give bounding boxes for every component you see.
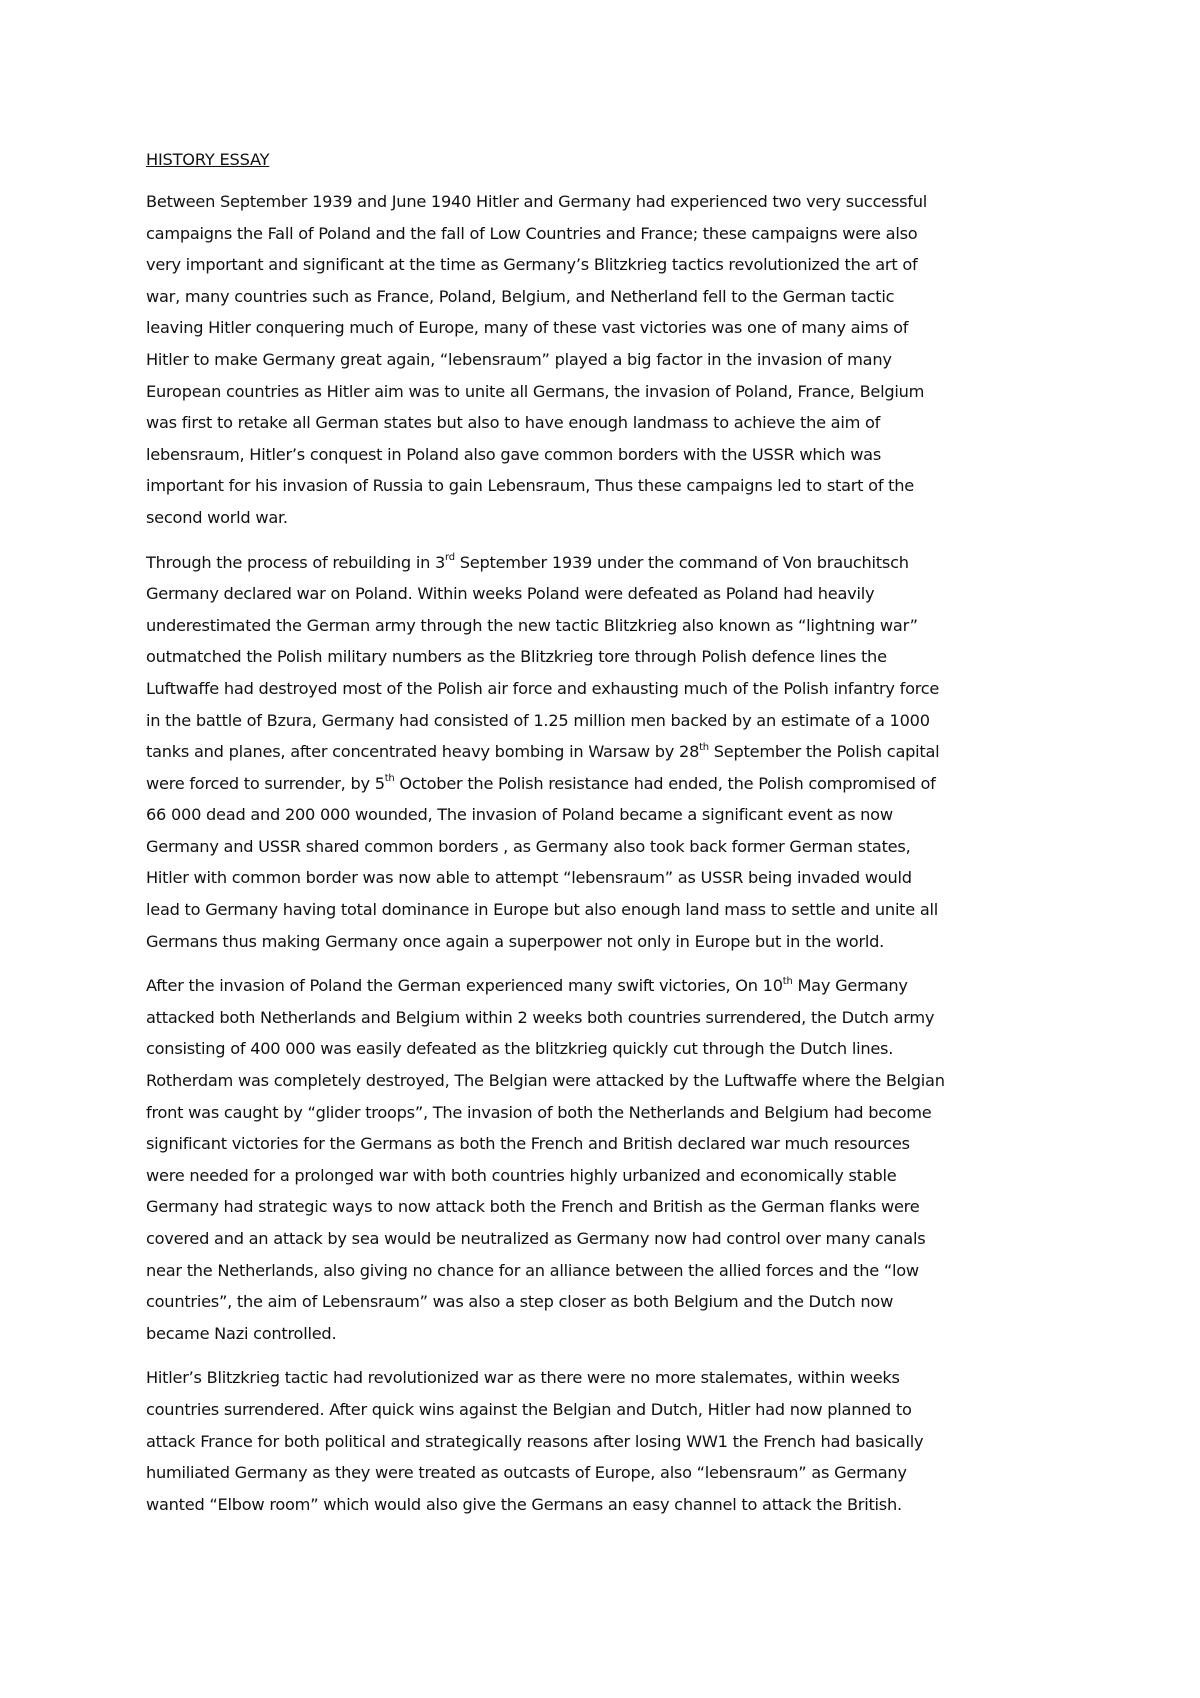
paragraph-line: [146, 1223, 1070, 1255]
line-text: covered and an attack by sea would be neutralized as Germany now had control over many canals: [146, 1229, 926, 1248]
paragraph-line: [146, 547, 1070, 579]
line-text: Hitler to make Germany great again, “lebensraum” played a big factor in the invasion of many: [146, 349, 892, 369]
paragraph-line: [146, 439, 1070, 471]
line-text: European countries as Hitler aim was to unite all Germans, the invasion of Poland, France, Belgium: [146, 381, 925, 401]
paragraph-line: [146, 376, 1070, 408]
ordinal-suffix: th: [384, 773, 395, 785]
line-text: Germany declared war on Poland. Within weeks Poland were defeated as Poland had heavily: [146, 584, 875, 604]
paragraph-line: [146, 894, 1070, 926]
paragraph-line: [146, 1097, 1070, 1129]
line-text: consisting of 400 000 was easily defeated as the blitzkrieg quickly cut through the Dutch lines.: [146, 1039, 894, 1059]
line-text: underestimated the German army through the new tactic Blitzkrieg also known as “lightning war”: [146, 615, 918, 635]
line-text: humiliated Germany as they were treated as outcasts of Europe, also “lebensraum” as Germany: [146, 1463, 907, 1483]
ordinal-suffix: rd: [445, 552, 455, 564]
line-text: countries”, the aim of Lebensraum” was also a step closer as both Belgium and the Dutch now: [146, 1292, 894, 1312]
line-text: attack France for both political and strategically reasons after losing WW1 the French had basically: [146, 1431, 924, 1451]
line-text: near the Netherlands, also giving no chance for an alliance between the allied forces and the “low: [146, 1260, 919, 1280]
paragraph-line: [146, 1394, 1070, 1426]
paragraph-line: [146, 1255, 1070, 1287]
ordinal-suffix: th: [699, 741, 709, 753]
paragraph-line: [146, 736, 1070, 768]
paragraph-line: [146, 1002, 1070, 1034]
line-text: became Nazi controlled.: [146, 1323, 337, 1343]
paragraph-line: [146, 1489, 1070, 1521]
paragraph-line: [146, 1318, 1070, 1350]
paragraph-line: [146, 768, 1070, 800]
line-text: Germans thus making Germany once again a superpower not only in Europe but in the world.: [146, 931, 885, 951]
line-text: tanks and planes, after concentrated heavy bombing in Warsaw by 28: [146, 742, 700, 762]
line-text: leaving Hitler conquering much of Europe, many of these vast victories was one of many aims of: [146, 318, 909, 338]
ordinal-suffix: th: [782, 975, 793, 987]
paragraph-line: [146, 218, 1070, 250]
essay-paragraph: [146, 547, 1070, 958]
paragraph-line: [146, 281, 1070, 313]
paragraph-line: [146, 470, 1070, 502]
line-text: front was caught by “glider troops”, The invasion of both the Netherlands and Belgium had become: [146, 1102, 932, 1122]
paragraph-line: [146, 1065, 1070, 1097]
line-text: Rotherdam was completely destroyed, The Belgian were attacked by the Luftwaffe where the Belgian: [146, 1071, 945, 1091]
line-text: After the invasion of Poland the German experienced many swift victories, On 10: [146, 976, 783, 996]
essay-title: HISTORY ESSAY: [146, 150, 270, 169]
paragraph-line: [146, 831, 1070, 863]
paragraph-line: [146, 673, 1070, 705]
paragraph-line: [146, 799, 1070, 831]
paragraph-line: [146, 344, 1070, 376]
line-text: second world war.: [146, 507, 288, 527]
essay-paragraph: [146, 186, 1070, 534]
paragraph-line: [146, 502, 1070, 534]
line-text: Germany and USSR shared common borders , as Germany also took back former German states,: [146, 836, 911, 856]
line-text: Germany had strategic ways to now attack both the French and British as the German flanks were: [146, 1197, 920, 1217]
line-text: May Germany: [792, 976, 908, 996]
line-text: Luftwaffe had destroyed most of the Polish air force and exhausting much of the Polish infantry force: [146, 678, 940, 698]
line-text: wanted “Elbow room” which would also give the Germans an easy channel to attack the British.: [146, 1494, 902, 1514]
paragraph-line: [146, 1128, 1070, 1160]
line-text: significant victories for the Germans as both the French and British declared war much resources: [146, 1134, 910, 1154]
line-text: Hitler’s Blitzkrieg tactic had revolutionized war as there were no more stalemates, within weeks: [146, 1368, 900, 1388]
paragraph-line: [146, 862, 1070, 894]
paragraph-line: [146, 1191, 1070, 1223]
line-text: campaigns the Fall of Poland and the fall of Low Countries and France; these campaigns were also: [146, 223, 918, 243]
paragraph-line: [146, 1457, 1070, 1489]
paragraph-line: [146, 1286, 1070, 1318]
essay-paragraph: [146, 970, 1070, 1349]
line-text: important for his invasion of Russia to gain Lebensraum, Thus these campaigns led to start of the: [146, 476, 914, 496]
line-text: Between September 1939 and June 1940 Hitler and Germany had experienced two very successful: [146, 192, 928, 211]
line-text: outmatched the Polish military numbers as the Blitzkrieg tore through Polish defence lines the: [146, 647, 887, 667]
line-text: lead to Germany having total dominance in Europe but also enough land mass to settle and unite all: [146, 900, 939, 920]
line-text: war, many countries such as France, Poland, Belgium, and Netherland fell to the German tactic: [146, 286, 895, 306]
line-text: October the Polish resistance had ended, the Polish compromised of: [394, 773, 936, 793]
paragraph-line: [146, 926, 1070, 958]
line-text: attacked both Netherlands and Belgium within 2 weeks both countries surrendered, the Dutch army: [146, 1007, 935, 1027]
line-text: lebensraum, Hitler’s conquest in Poland also gave common borders with the USSR which was: [146, 444, 882, 464]
paragraph-line: [146, 1033, 1070, 1065]
paragraph-line: [146, 1426, 1070, 1458]
paragraph-line: [146, 578, 1070, 610]
line-text: 66 000 dead and 200 000 wounded, The invasion of Poland became a significant event as now: [146, 805, 893, 825]
line-text: September the Polish capital: [708, 742, 940, 762]
line-text: were needed for a prolonged war with both countries highly urbanized and economically stable: [146, 1165, 897, 1185]
paragraph-line: [146, 641, 1070, 673]
paragraph-line: [146, 970, 1070, 1002]
paragraph-line: [146, 186, 1070, 218]
line-text: in the battle of Bzura, Germany had consisted of 1.25 million men backed by an estimate of a 1000: [146, 710, 930, 730]
essay-body: [146, 186, 1070, 1520]
line-text: were forced to surrender, by 5: [146, 773, 385, 793]
line-text: September 1939 under the command of Von brauchitsch: [454, 552, 909, 572]
paragraph-line: [146, 705, 1070, 737]
line-text: Through the process of rebuilding in 3: [146, 552, 446, 572]
paragraph-line: [146, 407, 1070, 439]
paragraph-line: [146, 610, 1070, 642]
paragraph-line: [146, 1160, 1070, 1192]
paragraph-line: [146, 249, 1070, 281]
line-text: was first to retake all German states but also to have enough landmass to achieve the aim of: [146, 413, 881, 433]
line-text: very important and significant at the time as Germany’s Blitzkrieg tactics revolutionized the art of: [146, 255, 918, 275]
line-text: Hitler with common border was now able to attempt “lebensraum” as USSR being invaded would: [146, 868, 912, 888]
line-text: countries surrendered. After quick wins against the Belgian and Dutch, Hitler had now planned to: [146, 1399, 912, 1419]
essay-paragraph: [146, 1362, 1070, 1520]
paragraph-line: [146, 1362, 1070, 1394]
paragraph-line: [146, 312, 1070, 344]
